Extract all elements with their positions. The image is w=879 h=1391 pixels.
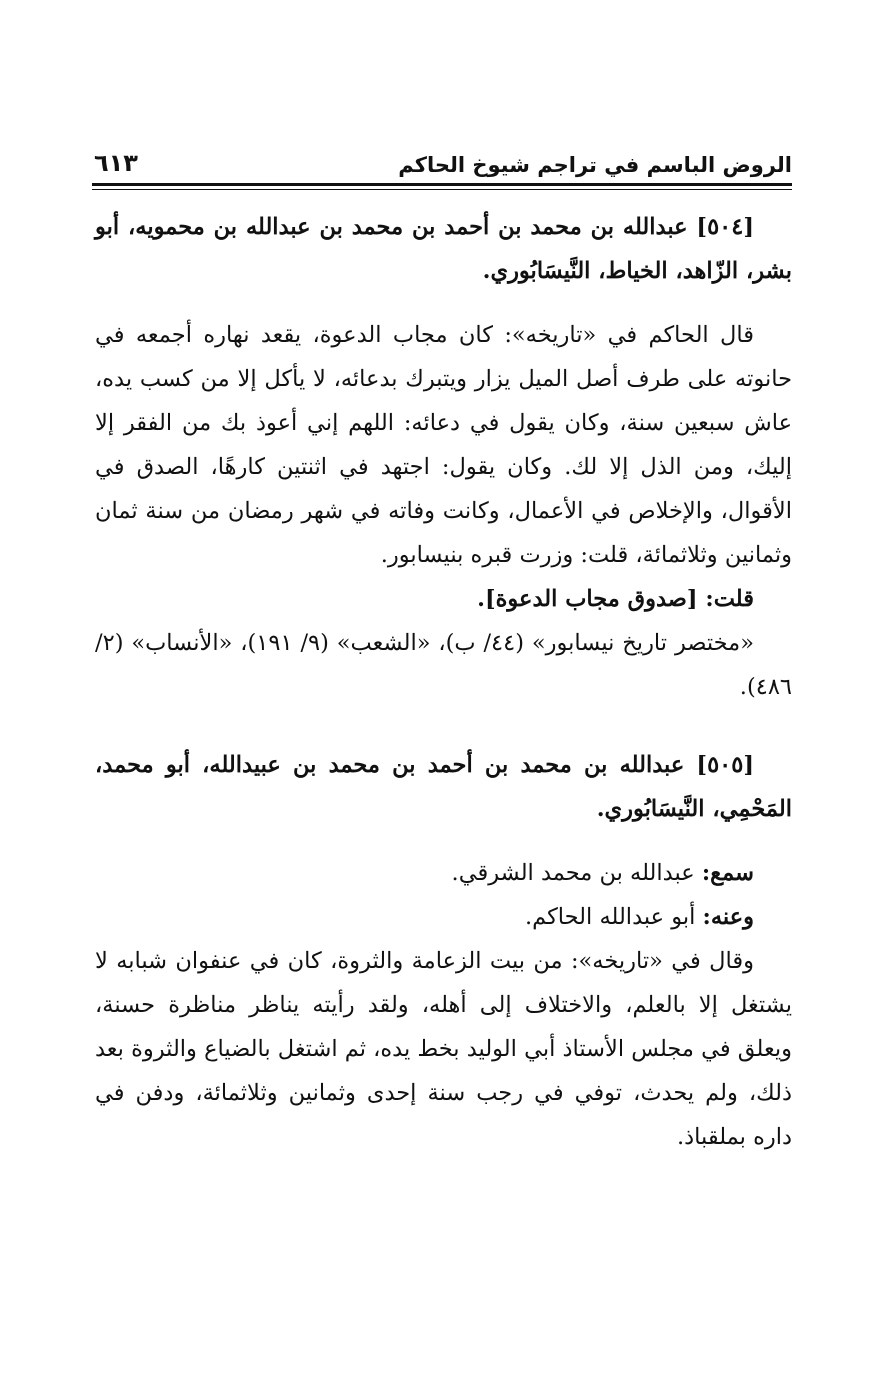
heard-text: عبدالله بن محمد الشرقي. — [451, 860, 695, 886]
header-rule-thick — [92, 183, 792, 186]
running-title: الروض الباسم في تراجم شيوخ الحاكم — [398, 153, 792, 177]
page-body — [95, 205, 792, 1159]
heard-label: سمع: — [701, 860, 754, 886]
spacer — [95, 293, 792, 313]
page-number: ٦١٣ — [94, 149, 138, 177]
from-text: أبو عبدالله الحاكم. — [524, 904, 696, 930]
header-rule-thin — [92, 189, 792, 190]
spacer — [95, 709, 792, 743]
spacer — [95, 831, 792, 851]
from-label: وعنه: — [702, 904, 754, 930]
entry-504-verdict: قلت: [صدوق مجاب الدعوة]. — [477, 586, 754, 612]
entry-505-heading: [٥٠٥] عبدالله بن محمد بن أحمد بن محمد بن عبيدالله، أبو محمد، المَحْمِي، النَّيسَابُوري. — [95, 752, 792, 822]
entry-505-heard-line — [95, 851, 792, 895]
entry-504-sources: «مختصر تاريخ نيسابور» (٤٤/ ب)، «الشعب» (٩/ ١٩١)، «الأنساب» (٢/ ٤٨٦). — [95, 630, 792, 700]
entry-505-from-line — [95, 895, 792, 939]
entry-504-heading: [٥٠٤] عبدالله بن محمد بن أحمد بن محمد بن عبدالله بن محمويه، أبو بشر، الزّاهد، الخياط، النَّيسَابُوري. — [95, 214, 792, 284]
entry-504-paragraph: قال الحاكم في «تاريخه»: كان مجاب الدعوة، يقعد نهاره أجمعه في حانوته على طرف أصل الميل يزار ويتبرك بدعائه، لا يأكل إلا من كسب يده، عاش سبعين سنة، وكان يقول في دعائه: اللهم إني أعوذ بك من الفقر إلا إليك، ومن الذل إلا لك. وكان يقول: اجتهد في اثنتين كارهًا، الصدق في الأقوال، والإخلاص في الأعمال، وكانت وفاته في شهر رمضان من سنة ثمان وثمانين وثلاثمائة، قلت: وزرت قبره بنيسابور. — [95, 322, 792, 568]
entry-505-paragraph: وقال في «تاريخه»: من بيت الزعامة والثروة، كان في عنفوان شبابه لا يشتغل إلا بالعلم، والاختلاف إلى أهله، ولقد رأيته يناظر مناظرة حسنة، ويعلق في مجلس الأستاذ أبي الوليد بخط يده، ثم اشتغل بالضياع والثروة بعد ذلك، ولم يحدث، توفي في رجب سنة إحدى وثمانين وثلاثمائة، ودفن في داره بملقباذ. — [95, 948, 792, 1150]
